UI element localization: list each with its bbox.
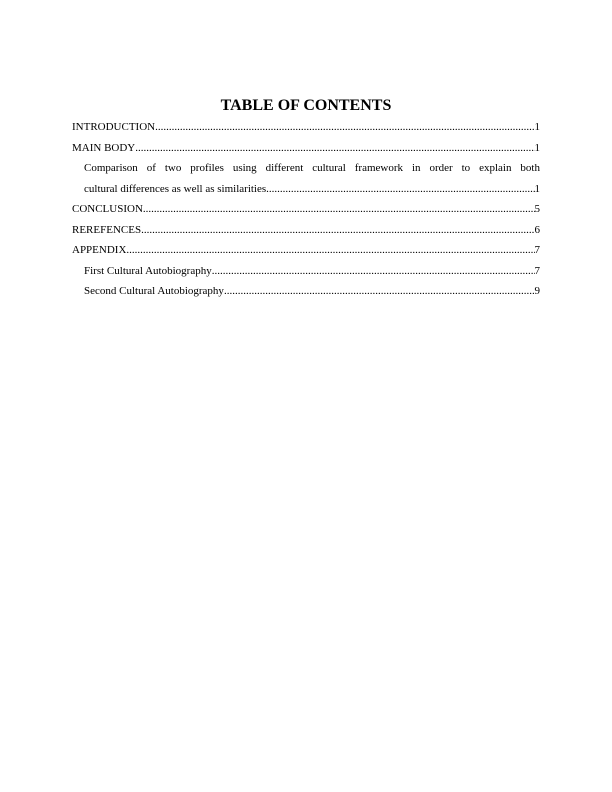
toc-entry-label: REREFENCES [72, 223, 142, 236]
toc-page-number: 7 [534, 244, 540, 256]
dot-leader [155, 117, 534, 138]
toc-entry-label: MAIN BODY [72, 141, 136, 154]
toc-page-number: 9 [534, 285, 540, 297]
dot-leader [126, 240, 534, 261]
toc-title: TABLE OF CONTENTS [220, 97, 392, 114]
toc-entry-label: Second Cultural Autobiography [84, 285, 224, 297]
dot-leader [224, 281, 535, 302]
toc-entry-second-autobiography[interactable] [72, 281, 540, 302]
dot-leader [143, 199, 535, 220]
toc-entry-label: INTRODUCTION [72, 121, 156, 133]
toc-page-number: 5 [534, 203, 540, 215]
toc-entry-conclusion[interactable] [72, 199, 540, 220]
toc-entry-introduction[interactable] [72, 117, 540, 138]
toc-page-number: 1 [534, 182, 540, 195]
toc-entry-comparison[interactable] [72, 158, 540, 199]
toc-entry-references[interactable] [72, 220, 540, 241]
toc-page-number: 1 [534, 141, 540, 154]
toc-entry-first-autobiography[interactable] [72, 261, 540, 282]
toc-entry-label: First Cultural Autobiography [84, 264, 212, 277]
toc-page-number: 6 [534, 223, 540, 236]
toc-entry-label-line1: Comparison of two profiles using different cultural framework in order to explain both [84, 162, 540, 174]
dot-leader [135, 138, 534, 159]
toc-entry-label: CONCLUSION [72, 203, 143, 215]
dot-leader [266, 179, 534, 200]
dot-leader [212, 261, 535, 282]
dot-leader [141, 220, 534, 241]
toc-entry-label: APPENDIX [72, 244, 127, 256]
toc-page-number: 7 [534, 264, 540, 277]
toc-entry-label-line2: cultural differences as well as similarities [84, 182, 267, 195]
toc-page-number: 1 [534, 121, 540, 133]
toc-entry-main-body[interactable] [72, 138, 540, 159]
table-of-contents [72, 117, 540, 302]
toc-entry-appendix[interactable] [72, 240, 540, 261]
